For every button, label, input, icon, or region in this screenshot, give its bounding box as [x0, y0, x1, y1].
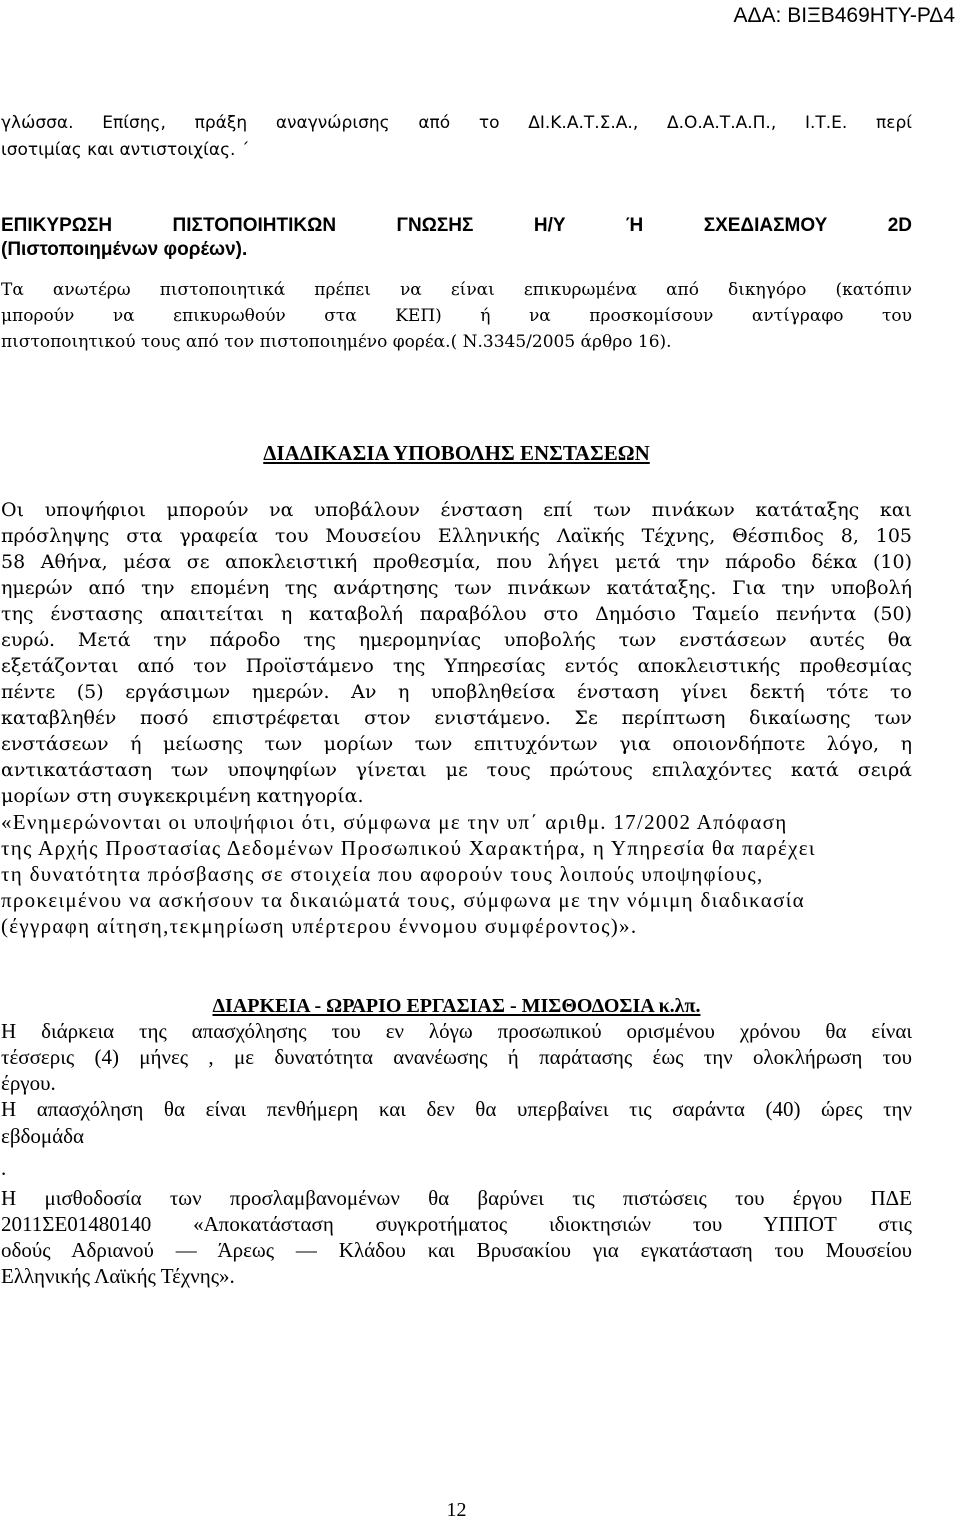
- employment-duration-line: Η διάρκεια της απασχόλησης του εν λόγω προσωπικού ορισμένου χρόνου θα είναι: [1, 1019, 912, 1043]
- objections-paragraph-line: πέντε (5) εργάσιμων ημερών. Αν η υποβληθείσα ένσταση γίνει δεκτή τότε το: [1, 681, 912, 703]
- work-schedule-line: εβδομάδα: [1, 1124, 85, 1148]
- certification-heading-line: (Πιστοποιημένων φορέων).: [1, 239, 248, 260]
- work-schedule-paragraph: [1, 1096, 912, 1150]
- objections-paragraph-line: εξετάζονται από τον Προϊστάμενο της Υπηρεσίας εντός αποκλειστικής προθεσμίας: [1, 655, 912, 677]
- intro-line: γλώσσα. Επίσης, πράξη αναγνώρισης από το ΔΙ.Κ.Α.Τ.Σ.Α., Δ.Ο.Α.Τ.Α.Π., Ι.Τ.Ε. περί: [1, 113, 912, 133]
- objections-paragraph-line: της ένστασης απαιτείται η καταβολή παραβόλου στο Δημόσιο Ταμείο πενήντα (50): [1, 603, 912, 625]
- data-protection-notice: [1, 809, 912, 939]
- employment-heading-text: ΔΙΑΡΚΕΙΑ - ΩΡΑΡΙΟ ΕΡΓΑΣΙΑΣ - ΜΙΣΘΟΔΟΣΙΑ κ.λπ.: [212, 995, 701, 1017]
- data-protection-notice-line: προκειμένου να ασκήσουν τα δικαιώματά τους, σύμφωνα με την νόμιμη διαδικασία: [1, 888, 805, 912]
- employment-duration-paragraph: [1, 1018, 912, 1096]
- payroll-line: 2011ΣΕ01480140 «Αποκατάσταση συγκροτήματος ιδιοκτησιών του ΥΠΠΟΤ στις: [1, 1212, 912, 1236]
- objections-paragraph-line: Οι υποψήφιοι μπορούν να υποβάλουν ένσταση επί των πινάκων κατάταξης και: [1, 499, 912, 521]
- objections-heading-text: ΔΙΑΔΙΚΑΣΙΑ ΥΠΟΒΟΛΗΣ ΕΝΣΤΑΣΕΩΝ: [263, 441, 650, 465]
- certification-heading: [1, 214, 912, 262]
- objections-paragraph-line: πρόσληψης στα γραφεία του Μουσείου Ελληνικής Λαϊκής Τέχνης, Θέσπιδος 8, 105: [1, 525, 912, 547]
- data-protection-notice-line: της Αρχής Προστασίας Δεδομένων Προσωπικού Χαρακτήρα, η Υπηρεσία θα παρέχει: [1, 836, 816, 860]
- employment-duration-line: τέσσερις (4) μήνες , με δυνατότητα ανανέωσης ή παράτασης έως την ολοκλήρωση του: [1, 1045, 912, 1069]
- separator-dot: .: [1, 1156, 7, 1180]
- objections-paragraph-line: ευρώ. Μετά την πάροδο της ημερομηνίας υποβολής των ενστάσεων αυτές θα: [1, 629, 912, 651]
- objections-paragraph-line: ημερών από την επομένη της ανάρτησης των πινάκων κατάταξης. Για την υποβολή: [1, 577, 912, 599]
- page-number: 12: [446, 1499, 467, 1521]
- work-schedule-line: Η απασχόληση θα είναι πενθήμερη και δεν θα υπερβαίνει τις σαράντα (40) ώρες την: [1, 1097, 912, 1121]
- certification-heading-line: ΕΠΙΚΥΡΩΣΗ ΠΙΣΤΟΠΟΙΗΤΙΚΩΝ ΓΝΩΣΗΣ Η/Υ Ή ΣΧΕΔΙΑΣΜΟΥ 2D: [1, 215, 912, 236]
- data-protection-notice-line: «Ενημερώνονται οι υποψήφιοι ότι, σύμφωνα με την υπ΄ αριθμ. 17/2002 Απόφαση: [1, 810, 788, 834]
- certification-paragraph-line: μπορούν να επικυρωθούν στα ΚΕΠ) ή να προσκομίσουν αντίγραφο του: [1, 306, 912, 326]
- payroll-line: οδούς Αδριανού — Άρεως — Κλάδου και Βρυσακίου για εγκατάσταση του Μουσείου: [1, 1238, 912, 1262]
- objections-paragraph-line: καταβληθέν ποσό επιστρέφεται στον ενιστάμενο. Σε περίπτωση δικαίωσης των: [1, 707, 912, 729]
- employment-heading: [1, 993, 912, 1019]
- objections-heading: [1, 440, 912, 466]
- objections-paragraph-line: ενστάσεων ή μείωσης των μορίων των επιτυχόντων για οποιονδήποτε λόγο, η: [1, 733, 912, 755]
- payroll-line: Η μισθοδοσία των προσλαμβανομένων θα βαρύνει τις πιστώσεις του έργου ΠΔΕ: [1, 1186, 912, 1210]
- employment-duration-line: έργου.: [1, 1071, 56, 1095]
- payroll-line: Ελληνικής Λαϊκής Τέχνης».: [1, 1264, 235, 1288]
- certification-paragraph: [1, 277, 912, 355]
- intro-paragraph: [1, 110, 912, 164]
- payroll-paragraph: [1, 1185, 912, 1289]
- objections-paragraph-line: 58 Αθήνα, μέσα σε αποκλειστική προθεσμία, που λήγει μετά την πάροδο δέκα (10): [1, 551, 912, 573]
- certification-paragraph-line: Τα ανωτέρω πιστοποιητικά πρέπει να είναι επικυρωμένα από δικηγόρο (κατόπιν: [1, 280, 912, 300]
- data-protection-notice-line: (έγγραφη αίτηση,τεκμηρίωση υπέρτερου έννομου συμφέροντος)».: [1, 914, 638, 938]
- objections-paragraph-line: μορίων στη συγκεκριμένη κατηγορία.: [1, 785, 364, 807]
- data-protection-notice-line: τη δυνατότητα πρόσβασης σε στοιχεία που αφορούν τους λοιπούς υποψηφίους,: [1, 862, 764, 886]
- ada-code-header: ΑΔΑ: ΒΙΞΒ469ΗΤΥ-ΡΔ4: [733, 4, 955, 27]
- certification-paragraph-line: πιστοποιητικού τους από τον πιστοποιημένο φορέα.( Ν.3345/2005 άρθρο 16).: [1, 332, 672, 352]
- objections-paragraph-line: αντικατάσταση των υποψηφίων γίνεται με τους πρώτους επιλαχόντες κατά σειρά: [1, 759, 912, 781]
- intro-line: ισοτιμίας και αντιστοιχίας. ΄: [1, 140, 250, 160]
- objections-paragraph: [1, 497, 912, 809]
